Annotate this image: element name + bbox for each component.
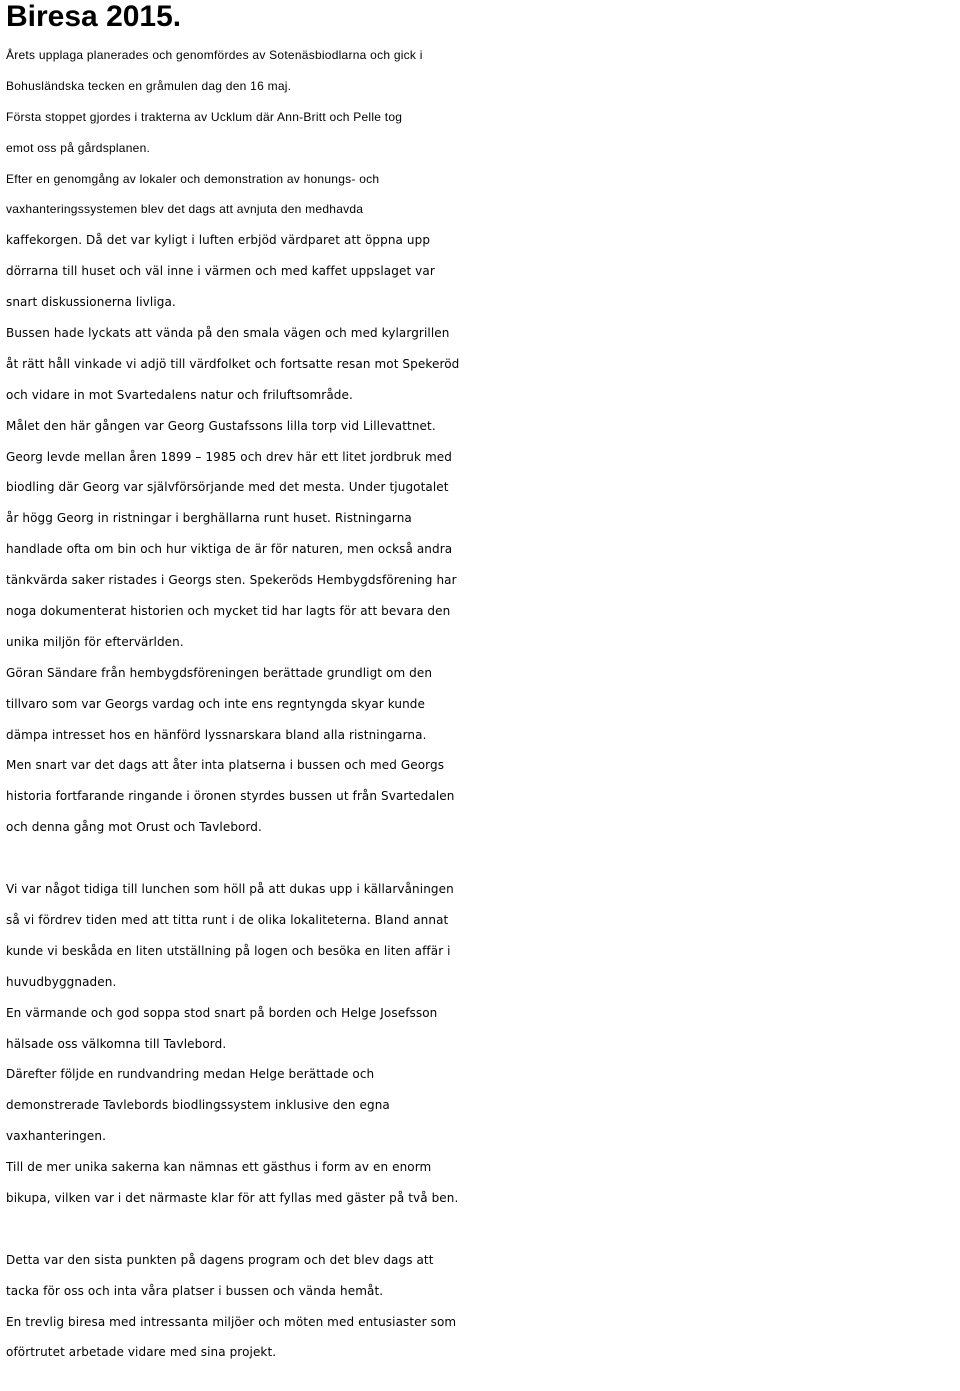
- text-line: Till de mer unika sakerna kan nämnas ett gästhus i form av en enorm: [6, 1160, 432, 1175]
- text-line: och vidare in mot Svartedalens natur och friluftsområde.: [6, 387, 353, 402]
- text-line: Efter en genomgång av lokaler och demonstration av honungs- och: [6, 171, 380, 186]
- text-line: Bussen hade lyckats att vända på den smala vägen och med kylargrillen: [6, 326, 450, 341]
- text-line: handlade ofta om bin och hur viktiga de är för naturen, men också andra: [6, 542, 453, 557]
- text-line: Detta var den sista punkten på dagens program och det blev dags att: [6, 1252, 434, 1267]
- text-line: dörrarna till huset och väl inne i värmen och med kaffet uppslaget var: [6, 264, 435, 279]
- text-line: åt rätt håll vinkade vi adjö till värdfolket och fortsatte resan mot Spekeröd: [6, 356, 460, 371]
- text-line: unika miljön för eftervärlden.: [6, 634, 184, 649]
- text-line: emot oss på gårdsplanen.: [6, 140, 151, 155]
- text-line: Målet den här gången var Georg Gustafssons lilla torp vid Lillevattnet.: [6, 418, 436, 433]
- text-line: Men snart var det dags att åter inta platserna i bussen och med Georgs: [6, 758, 445, 773]
- text-line: bikupa, vilken var i det närmaste klar för att fyllas med gäster på två ben.: [6, 1190, 459, 1205]
- text-line: Därefter följde en rundvandring medan Helge berättade och: [6, 1067, 375, 1082]
- text-line: huvudbyggnaden.: [6, 974, 117, 989]
- text-line: En värmande och god soppa stod snart på borden och Helge Josefsson: [6, 1005, 438, 1020]
- text-line: oförtrutet arbetade vidare med sina projekt.: [6, 1345, 277, 1360]
- text-line: tillvaro som var Georgs vardag och inte ens regntyngda skyar kunde: [6, 696, 426, 711]
- text-line: Bohusländska tecken en gråmulen dag den 16 maj.: [6, 78, 292, 93]
- text-line: tacka för oss och inta våra platser i bussen och vända hemåt.: [6, 1283, 384, 1298]
- text-line: hälsade oss välkomna till Tavlebord.: [6, 1036, 227, 1051]
- text-line: vaxhanteringssystemen blev det dags att avnjuta den medhavda: [6, 202, 364, 217]
- document-body: [6, 40, 960, 1368]
- text-line: tänkvärda saker ristades i Georgs sten. Spekeröds Hembygdsförening har: [6, 573, 457, 588]
- text-line: Årets upplaga planerades och genomfördes av Sotenäsbiodlarna och gick i: [6, 48, 423, 62]
- text-line: dämpa intresset hos en hänförd lyssnarskara bland alla ristningarna.: [6, 727, 427, 742]
- text-line: Göran Sändare från hembygdsföreningen berättade grundligt om den: [6, 665, 433, 680]
- text-line: biodling där Georg var självförsörjande med det mesta. Under tjugotalet: [6, 480, 449, 495]
- paragraph-break: [6, 1214, 960, 1245]
- text-line: Första stoppet gjordes i trakterna av Ucklum där Ann-Britt och Pelle tog: [6, 109, 403, 124]
- text-line: demonstrerade Tavlebords biodlingssystem inklusive den egna: [6, 1098, 390, 1113]
- document-title: Biresa 2015.: [6, 0, 182, 33]
- text-line: En trevlig biresa med intressanta miljöer och möten med entusiaster som: [6, 1314, 457, 1329]
- text-line: snart diskussionerna livliga.: [6, 295, 176, 310]
- text-line: så vi fördrev tiden med att titta runt i de olika lokaliteterna. Bland annat: [6, 912, 449, 927]
- text-line: år högg Georg in ristningar i berghällarna runt huset. Ristningarna: [6, 511, 412, 526]
- text-line: Georg levde mellan åren 1899 – 1985 och drev här ett litet jordbruk med: [6, 449, 452, 464]
- text-line: noga dokumenterat historien och mycket tid har lagts för att bevara den: [6, 604, 451, 619]
- paragraph-break: [6, 843, 960, 874]
- text-line: vaxhanteringen.: [6, 1129, 107, 1144]
- text-line: historia fortfarande ringande i öronen styrdes bussen ut från Svartedalen: [6, 789, 455, 804]
- text-line: och denna gång mot Orust och Tavlebord.: [6, 820, 262, 835]
- text-line: kunde vi beskåda en liten utställning på logen och besöka en liten affär i: [6, 943, 451, 958]
- text-line: Vi var något tidiga till lunchen som höll på att dukas upp i källarvåningen: [6, 882, 454, 897]
- text-line: kaffekorgen. Då det var kyligt i luften erbjöd värdparet att öppna upp: [6, 233, 431, 248]
